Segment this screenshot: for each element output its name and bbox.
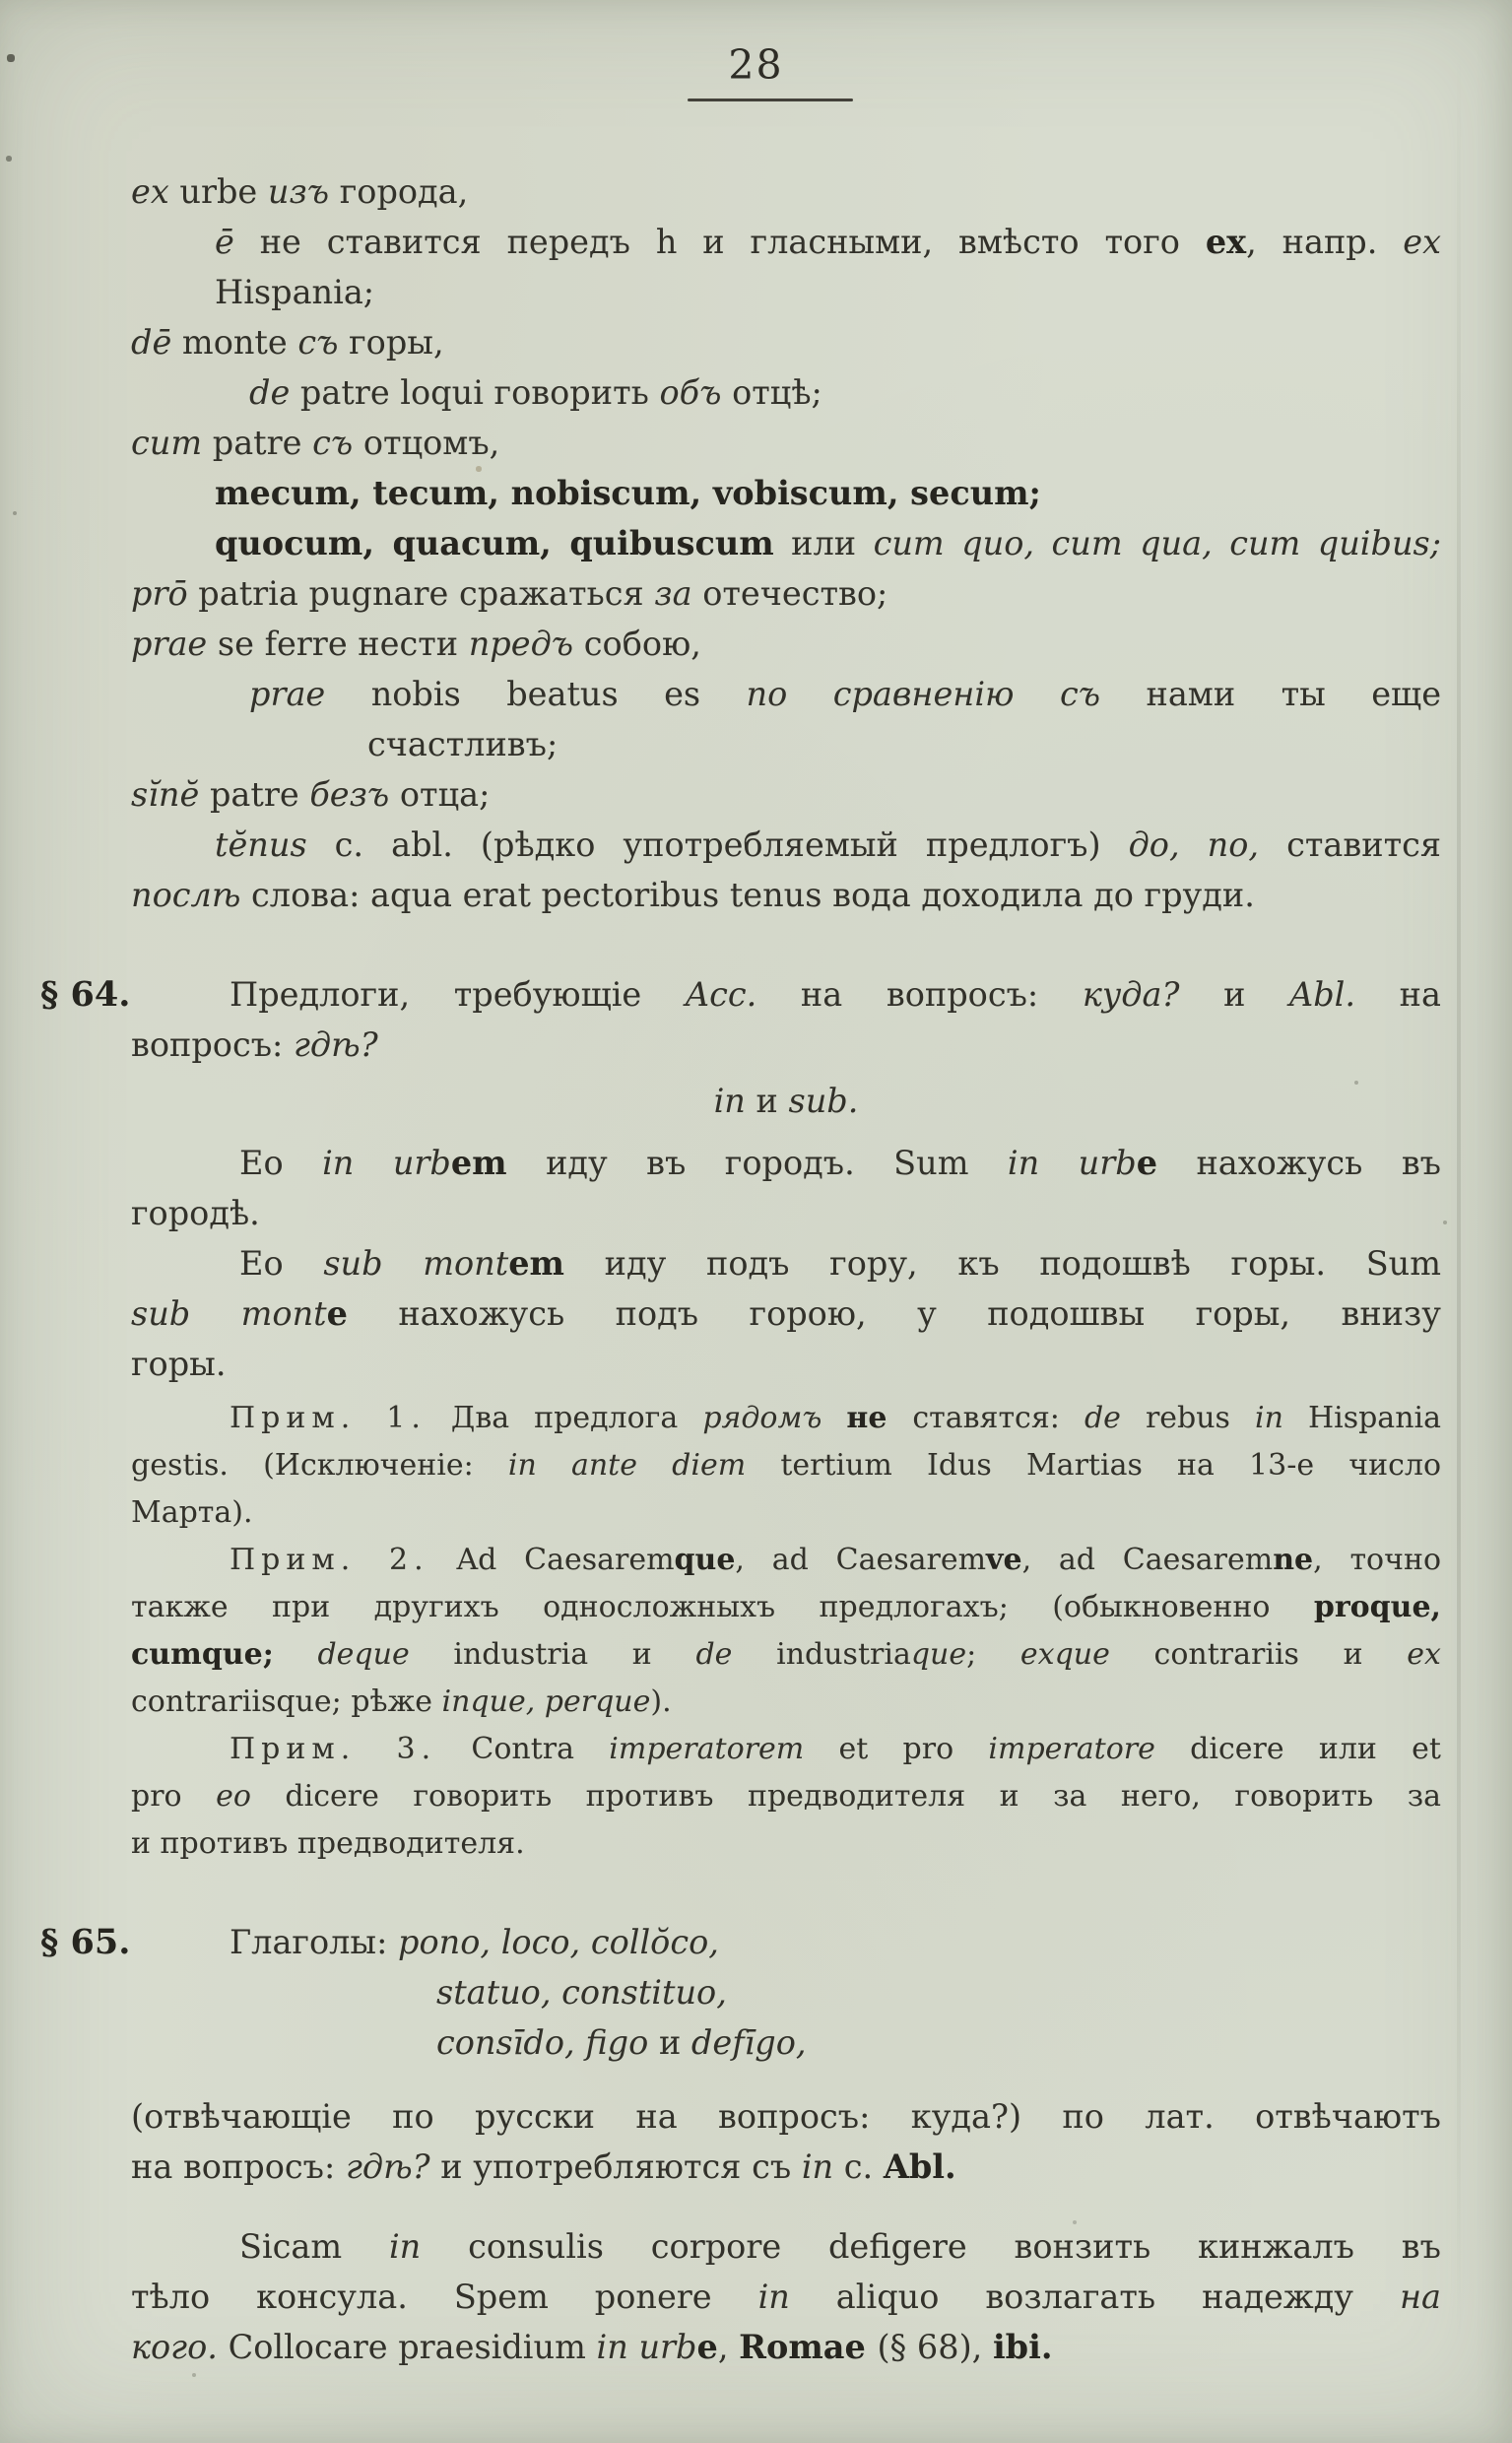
text-segment: sĭnĕ (131, 775, 210, 814)
text-line (131, 1442, 1441, 1489)
page-text (40, 166, 1442, 2372)
text-segment: рядомъ (702, 1401, 847, 1435)
text-segment: sub. (788, 1082, 859, 1120)
paper-specks (0, 0, 2, 2)
text-line (131, 217, 1441, 267)
text-segment: em (450, 1144, 507, 1182)
text-segment: eo (216, 1779, 286, 1814)
text-line (131, 1395, 1441, 1442)
text-segment: ex (1205, 223, 1247, 261)
text-segment: rebus (1120, 1401, 1255, 1435)
text-line (131, 1773, 1441, 1820)
text-segment: Contra (436, 1732, 610, 1766)
text-segment: кого. (131, 2328, 229, 2366)
text-segment: объ (659, 373, 733, 412)
text-segment: cumque; (131, 1637, 274, 1672)
text-segment: patre (209, 775, 310, 814)
text-segment: , ad Caesarem (1021, 1543, 1274, 1577)
text-line (131, 1188, 1441, 1238)
text-segment: или (773, 524, 874, 562)
text-segment: in (388, 2227, 469, 2266)
text-segment: industria (776, 1637, 911, 1672)
text-segment: , напр. (1246, 223, 1404, 261)
text-segment: , (717, 2328, 740, 2366)
text-segment: Ad Caesarem (428, 1543, 675, 1577)
text-line (131, 669, 1441, 719)
text-segment: ). (650, 1684, 672, 1719)
text-segment: не (846, 1401, 913, 1435)
text-line (40, 969, 1441, 1020)
text-line (131, 1820, 1441, 1868)
text-segment: prō (131, 574, 199, 613)
text-segment: безъ (309, 775, 400, 814)
text-segment: Hispania (1282, 1401, 1441, 1435)
text-segment: слова: aqua erat pectoribus tenus вода доходила до груди. (251, 876, 1255, 914)
text-segment: nobis beatus es (370, 675, 747, 713)
text-segment: consīdo, figo (436, 2023, 659, 2062)
text-line (131, 2322, 1441, 2372)
text-segment: гдѣ? (293, 1025, 378, 1064)
text-segment: in urb (1007, 1144, 1137, 1182)
text-segment: patre (212, 424, 313, 462)
text-segment: proque, (1313, 1590, 1441, 1624)
text-segment: и противъ предводителя. (131, 1826, 525, 1861)
text-segment: и употребляются съ (429, 2147, 802, 2186)
text-segment: contrariisque; рѣже (131, 1684, 442, 1719)
text-line (131, 870, 1441, 920)
text-segment: c. (833, 2147, 884, 2186)
text-segment: городѣ. (131, 1194, 260, 1232)
text-segment: ex (1407, 1637, 1441, 1672)
text-segment: на (1355, 975, 1441, 1014)
text-line (131, 367, 1441, 418)
text-segment: Глаголы: (230, 1923, 399, 1961)
text-segment: mecum, tecum, nobiscum, vobiscum, secum; (215, 474, 1041, 512)
text-segment: на вопросъ: (131, 2147, 346, 2186)
text-segment: que (910, 1637, 967, 1672)
text-segment: in (713, 1082, 746, 1120)
text-segment: съ (297, 323, 350, 362)
text-segment: se ferre нести (217, 625, 469, 663)
text-line (131, 1584, 1441, 1631)
text-segment: (§ 68), (877, 2328, 993, 2366)
text-segment: Collocare praesidium (228, 2328, 597, 2366)
text-segment: куда? (1082, 975, 1180, 1014)
text-segment: отцомъ, (362, 424, 500, 462)
text-segment: до, по, (1128, 825, 1287, 864)
text-segment: tĕnus (215, 825, 335, 864)
text-segment: ставится (1286, 825, 1441, 864)
text-segment: prae (249, 675, 371, 713)
text-line (131, 1076, 1441, 1126)
text-segment: ex (131, 172, 180, 211)
text-line (40, 1917, 1441, 1967)
text-segment: и (745, 1082, 789, 1120)
text-line (131, 1238, 1441, 1288)
text-segment: за (654, 574, 703, 613)
text-segment: sub mont (131, 1294, 327, 1333)
text-segment: quocum, quacum, quibuscum (215, 524, 774, 562)
text-segment: que (674, 1543, 736, 1577)
text-segment: cum (131, 424, 213, 462)
text-line (131, 2272, 1441, 2322)
text-line (131, 1631, 1441, 1679)
text-line (131, 769, 1441, 820)
page-number: 28 (728, 41, 784, 89)
text-segment: также при другихъ односложныхъ предлогахъ; (обыкновенно (131, 1590, 1314, 1624)
text-line (131, 1489, 1441, 1537)
text-segment: inque, perque (441, 1684, 651, 1719)
text-segment: и (1179, 975, 1290, 1014)
text-segment: изъ (267, 172, 340, 211)
text-segment: нахожусь въ (1157, 1144, 1441, 1182)
text-segment: счастливъ; (367, 725, 559, 763)
text-segment: , точно (1313, 1543, 1442, 1577)
text-segment: pro (131, 1779, 217, 1814)
text-segment: in (801, 2147, 834, 2186)
text-segment: monte (181, 323, 298, 362)
text-segment: Прим. 2. (230, 1543, 429, 1577)
text-segment: exque (1019, 1637, 1154, 1672)
text-segment: Abl. (1289, 975, 1356, 1014)
text-segment: sub mont (323, 1244, 509, 1283)
text-segment: Romae (739, 2328, 878, 2366)
text-line (131, 1679, 1441, 1726)
text-segment: consulis corpore defigere вонзить кинжалъ въ (468, 2227, 1441, 2266)
text-segment: deque (317, 1637, 454, 1672)
text-line (131, 1339, 1441, 1389)
text-segment: горы, (349, 323, 444, 362)
text-segment: на вопросъ: (756, 975, 1083, 1014)
text-segment: гдѣ? (345, 2147, 430, 2186)
text-segment: собою, (583, 625, 701, 663)
text-segment: вопросъ: (131, 1025, 294, 1064)
text-segment: Прим. 1. (230, 1401, 427, 1435)
text-line (131, 317, 1441, 367)
text-line (131, 1288, 1441, 1339)
text-segment: e (696, 2328, 718, 2366)
section-number: § 65. (40, 1922, 131, 1962)
text-segment: defīgo, (690, 2023, 807, 2062)
text-segment: Eo (239, 1144, 323, 1182)
text-segment: и (658, 2023, 691, 2062)
text-line (131, 1537, 1441, 1584)
text-segment: dicere говорить противъ предводителя и за него, говорить за (285, 1779, 1441, 1814)
text-segment: et pro (838, 1732, 989, 1766)
text-segment: aliquo возлагать надежду (835, 2278, 1400, 2316)
text-segment: dē (131, 323, 182, 362)
text-segment: иду въ городъ. Sum (506, 1144, 1008, 1182)
text-segment: c. abl. (рѣдко употребляемый предлогъ) (334, 825, 1129, 864)
text-line (131, 2221, 1441, 2272)
text-line (131, 1726, 1441, 1773)
text-segment: imperatorem (609, 1732, 839, 1766)
text-segment: на (1399, 2278, 1441, 2316)
text-line (131, 1138, 1441, 1188)
text-line (131, 820, 1441, 870)
text-segment: Hispania; (215, 273, 375, 311)
text-segment: Марта). (131, 1495, 253, 1530)
text-line (131, 719, 1441, 769)
text-line (131, 468, 1441, 518)
text-segment: contrariis и (1153, 1637, 1408, 1672)
text-segment: Прим. 3. (230, 1732, 437, 1766)
text-line (131, 619, 1441, 669)
text-segment: in urb (322, 1144, 451, 1182)
text-segment: gestis. (Исключеніе: (131, 1448, 508, 1483)
text-segment: отцѣ; (732, 373, 822, 412)
section-number: § 64. (40, 974, 131, 1015)
text-segment: по сравненію съ (746, 675, 1147, 713)
text-segment: Abl. (883, 2147, 956, 2186)
text-segment: отца; (399, 775, 491, 814)
text-segment: industria и (453, 1637, 696, 1672)
text-segment: ex (1403, 223, 1441, 261)
text-segment: предъ (468, 625, 584, 663)
text-segment: ne (1273, 1543, 1314, 1577)
text-segment: Два предлога (426, 1401, 703, 1435)
text-segment: in (757, 2278, 836, 2316)
text-segment: съ (312, 424, 363, 462)
paper-crease (1457, 0, 1461, 2443)
text-line (131, 518, 1441, 568)
text-segment: (отвѣчающіе по русски на вопросъ: куда?) по лат. отвѣчаютъ (131, 2097, 1441, 2136)
text-segment: dicere или et (1190, 1732, 1441, 1766)
text-segment: Sicam (239, 2227, 389, 2266)
text-segment: тѣло консула. Spem ponere (131, 2278, 758, 2316)
text-line (131, 2091, 1441, 2142)
text-segment: нахожусь подъ горою, у подошвы горы, внизу (347, 1294, 1441, 1333)
text-segment: ve (986, 1543, 1022, 1577)
text-segment: Eo (239, 1244, 324, 1283)
text-segment: pono, loco, collŏco, (398, 1923, 719, 1961)
text-line (131, 2142, 1441, 2192)
text-segment: ibi. (992, 2328, 1053, 2366)
text-segment: imperatore (988, 1732, 1191, 1766)
text-line (131, 267, 1441, 317)
text-segment (274, 1637, 318, 1672)
text-segment: послѣ (131, 876, 252, 914)
text-segment: города, (339, 172, 469, 211)
text-segment: cum quo, cum qua, cum quibus; (873, 524, 1442, 562)
text-segment: tertium Idus Martias на 13-е число (780, 1448, 1442, 1483)
text-segment: in urb (596, 2328, 697, 2366)
text-line (131, 1967, 1441, 2017)
text-segment: urbe (179, 172, 268, 211)
text-line (131, 166, 1441, 217)
text-segment: ставятся: (912, 1401, 1085, 1435)
text-segment: нами ты еще (1146, 675, 1442, 713)
text-segment: Acc. (685, 975, 757, 1014)
page-header (0, 0, 1512, 101)
text-segment: отечество; (702, 574, 888, 613)
text-line (131, 1020, 1441, 1070)
text-segment: patre loqui говорить (299, 373, 660, 412)
text-segment: e (1136, 1144, 1158, 1182)
text-segment: иду подъ гору, къ подошвѣ горы. Sum (563, 1244, 1441, 1283)
text-line (131, 418, 1441, 468)
text-segment: statuo, constituo, (436, 1973, 727, 2012)
text-segment: de (1084, 1401, 1121, 1435)
text-segment: prae (131, 625, 218, 663)
text-segment: patria pugnare сражаться (198, 574, 655, 613)
text-segment: не ставится передъ h и гласными, вмѣсто того (259, 223, 1206, 261)
text-segment: in (1255, 1401, 1283, 1435)
text-segment: , ad Caesarem (735, 1543, 987, 1577)
text-segment: de (695, 1637, 777, 1672)
text-segment: Предлоги, требующіе (230, 975, 686, 1014)
text-segment: e (326, 1294, 348, 1333)
text-segment: de (249, 373, 300, 412)
text-segment: ē (215, 223, 260, 261)
text-segment: ; (966, 1637, 1020, 1672)
text-line (131, 568, 1441, 619)
text-segment: em (508, 1244, 564, 1283)
text-segment: in ante diem (507, 1448, 781, 1483)
text-segment: горы. (131, 1345, 227, 1383)
text-line (131, 2017, 1441, 2068)
header-rule (688, 99, 853, 101)
